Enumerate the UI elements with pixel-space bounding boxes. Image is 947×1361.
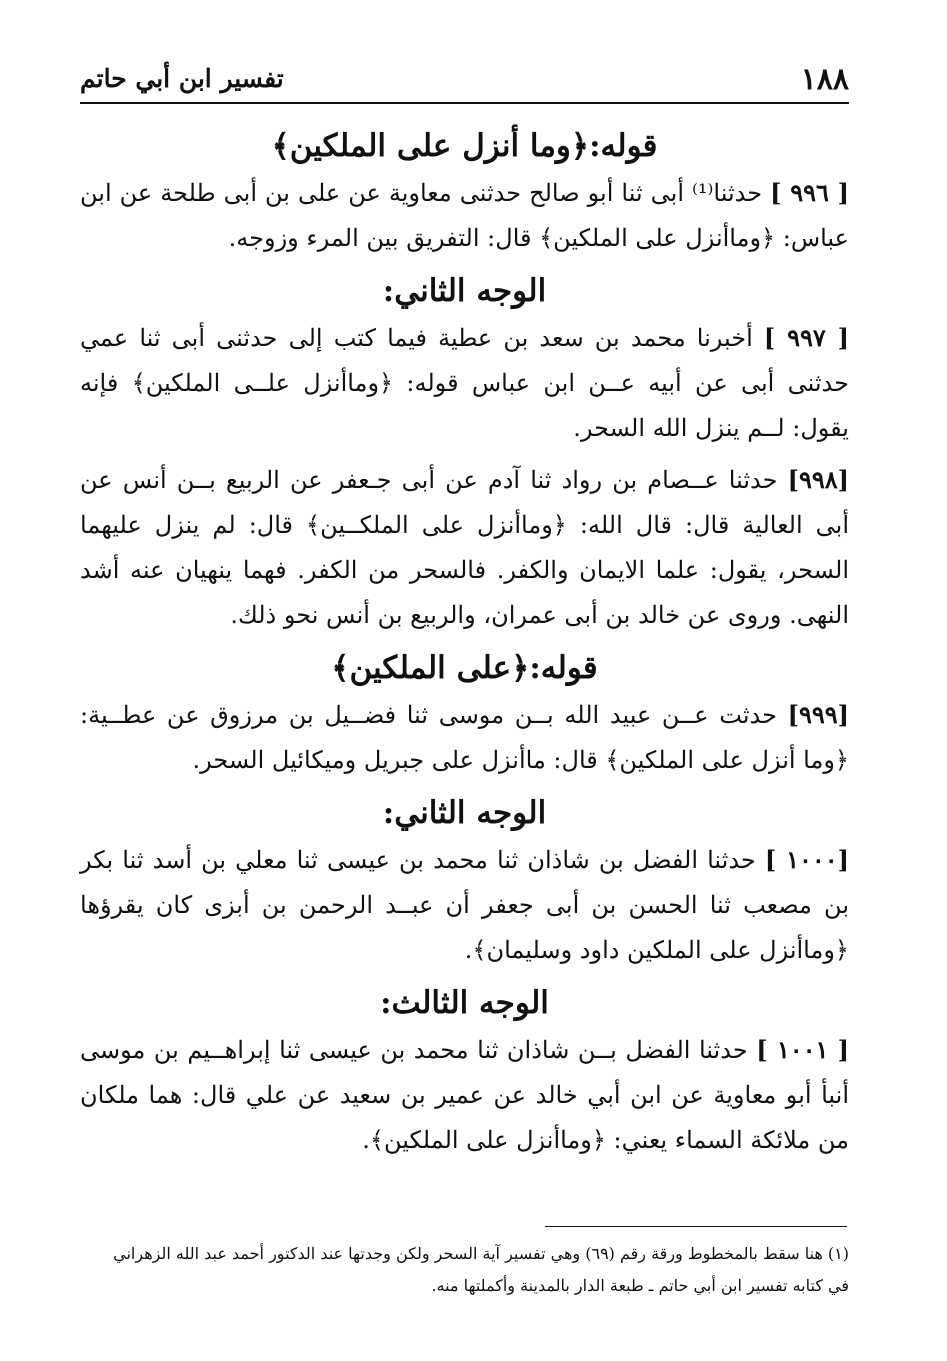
section-heading: قوله:﴿وما أنزل على الملكين﴾ [271, 128, 658, 164]
hadith-text: حدثنا الفضل بــن شاذان ثنا محمد بن عيسى ثنا إبراهــيم بن موسى أنبأ أبو معاوية عن ابن أبي خالد عن عمير بن سعيد عن علي قال: هما ملكان من ملائكة السماء يعني: ﴿وماأنزل على الملكين﴾. [80, 1036, 849, 1154]
header-rule [80, 102, 849, 104]
hadith-1001 [80, 1027, 849, 1163]
section-heading: الوجه الثالث: [380, 985, 549, 1021]
footnote-line: (١) هنا سقط بالمخطوط ورقة رقم (٦٩) وهي تفسير آية السحر ولكن وجدتها عند الدكتور أحمد عبد الله الزهراني [113, 1244, 849, 1263]
hadith-text: حدثنا الفضل بن شاذان ثنا محمد بن عيسى ثنا معلي بن أسد ثنا بكر بن مصعب ثنا الحسن بن أبى جعفر أن عبــد الرحمن بن أبزى كان يقرؤها ﴿وماأنزل على الملكين داود وسليمان﴾. [80, 846, 849, 964]
hadith-997 [80, 315, 849, 451]
hadith-999 [80, 692, 849, 783]
section-heading: الوجه الثاني: [382, 795, 547, 831]
hadith-number: [ ٩٩٦ ] [770, 178, 849, 207]
running-title: تفسير ابن أبي حاتم [80, 64, 284, 93]
hadith-number: [٩٩٩] [787, 700, 849, 729]
hadith-number: [ ٩٩٧ ] [763, 323, 849, 352]
hadith-text: حدثت عــن عبيد الله بــن موسى ثنا فضــيل بن مرزوق عن عطــية: ﴿وما أنزل على الملكين﴾ قال: ماأنزل على جبريل وميكائيل السحر. [80, 701, 849, 774]
footnote-rule [545, 1226, 847, 1227]
hadith-1000 [80, 837, 849, 973]
hadith-number: [ ١٠٠١ ] [756, 1035, 849, 1064]
hadith-number: [٩٩٨] [787, 465, 849, 494]
section-heading: الوجه الثاني: [382, 273, 547, 309]
page-number: ١٨٨ [800, 62, 849, 97]
hadith-text: حدثنا عــصام بن رواد ثنا آدم عن أبى جـعفر عن الربيع بــن أنس عن أبى العالية قال: قال الله: ﴿وماأنزل على الملكــين﴾ قال: لم ينزل عليهما السحر، يقول: علما الايمان والكفر. فالسحر من الكفر. فهما ينهيان عنه أشد النهى. وروى عن خالد بن أبى عمران، والربيع بن أنس نحو ذلك. [80, 466, 849, 629]
hadith-text: حدثنا⁽¹⁾ أبى ثنا أبو صالح حدثنى معاوية عن على بن أبى طلحة عن ابن عباس: ﴿وماأنزل على الملكين﴾ قال: التفريق بين المرء وزوجه. [80, 179, 849, 252]
page-header [80, 58, 849, 102]
hadith-998 [80, 457, 849, 638]
footnotes [80, 1238, 849, 1302]
section-heading: قوله:﴿على الملكين﴾ [331, 650, 598, 686]
hadith-number: [١٠٠٠ ] [764, 845, 849, 874]
hadith-text: أخبرنا محمد بن سعد بن عطية فيما كتب إلى حدثنى أبى ثنا عمي حدثنى أبى عن أبيه عــن ابن عباس قوله: ﴿وماأنزل علــى الملكين﴾ فإنه يقول: لــم ينزل الله السحر. [80, 324, 849, 442]
hadith-996 [80, 170, 849, 261]
page-body [80, 122, 849, 1169]
footnote-line: في كتابه تفسير ابن أبي حاتم ـ طبعة الدار بالمدينة وأكملتها منه. [431, 1276, 849, 1295]
